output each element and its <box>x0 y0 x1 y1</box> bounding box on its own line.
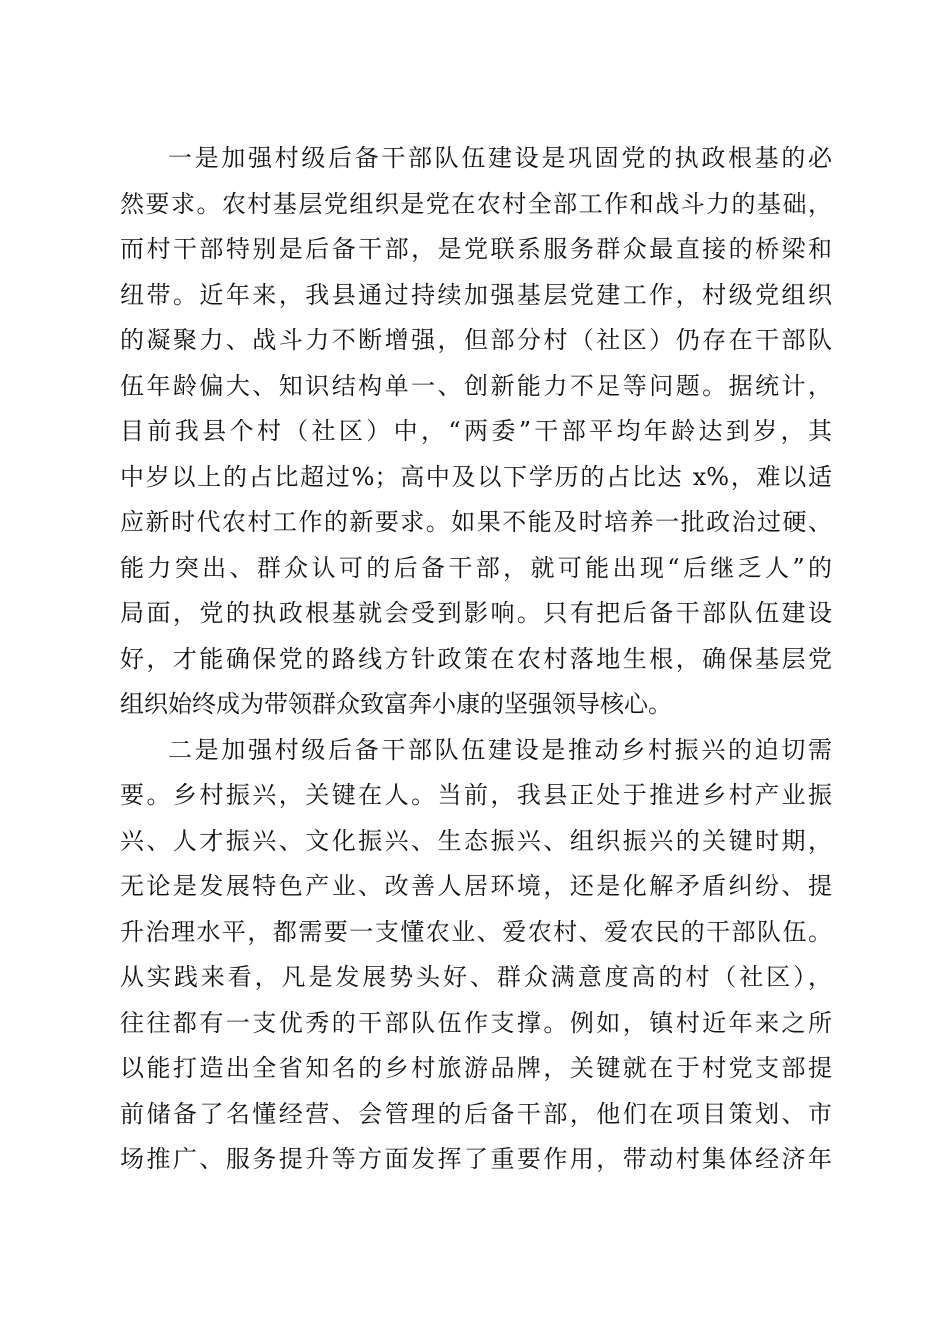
text-line: 的凝聚力、战斗力不断增强，但部分村（社区）仍存在干部队 <box>120 326 832 354</box>
paragraph-2 <box>120 728 832 1183</box>
text-line: 局面，党的执政根基就会受到影响。只有把后备干部队伍建设 <box>120 599 832 627</box>
text-line: 应新时代农村工作的新要求。如果不能及时培养一批政治过硬、 <box>120 508 832 536</box>
text-line: 场推广、服务提升等方面发挥了重要作用，带动村集体经济年 <box>120 1145 832 1173</box>
text-line: 组织始终成为带领群众致富奔小康的坚强领导核心。 <box>120 690 672 718</box>
text-line: 无论是发展特色产业、改善人居环境，还是化解矛盾纠纷、提 <box>120 872 832 900</box>
text-line: 往往都有一支优秀的干部队伍作支撑。例如，镇村近年来之所 <box>120 1008 832 1037</box>
text-line: 好，才能确保党的路线方针政策在农村落地生根，确保基层党 <box>120 644 832 673</box>
text-line: 能力突出、群众认可的后备干部，就可能出现“后继乏人”的 <box>120 553 832 582</box>
text-line: 兴、人才振兴、文化振兴、生态振兴、组织振兴的关键时期， <box>120 826 832 855</box>
text-line: 纽带。近年来，我县通过持续加强基层党建工作，村级党组织 <box>120 280 832 309</box>
text-line: 从实践来看，凡是发展势头好、群众满意度高的村（社区）， <box>120 963 832 991</box>
document-body <box>120 136 832 1183</box>
text-line: 一是加强村级后备干部队伍建设是巩固党的执政根基的必 <box>168 144 832 172</box>
text-line: 伍年龄偏大、知识结构单一、创新能力不足等问题。据统计， <box>120 371 832 400</box>
text-line: 中岁以上的占比超过%；高中及以下学历的占比达 x%，难以适 <box>120 462 832 491</box>
text-line: 要。乡村振兴，关键在人。当前，我县正处于推进乡村产业振 <box>120 781 832 809</box>
text-line: 然要求。农村基层党组织是党在农村全部工作和战斗力的基础， <box>120 189 832 218</box>
text-line: 以能打造出全省知名的乡村旅游品牌，关键就在于村党支部提 <box>120 1054 832 1082</box>
text-line: 前储备了名懂经营、会管理的后备干部，他们在项目策划、市 <box>120 1099 832 1128</box>
text-line: 目前我县个村（社区）中，“两委”干部平均年龄达到岁，其 <box>120 417 832 445</box>
text-line: 升治理水平，都需要一支懂农业、爱农村、爱农民的干部队伍。 <box>120 917 832 946</box>
text-line: 二是加强村级后备干部队伍建设是推动乡村振兴的迫切需 <box>168 735 832 764</box>
paragraph-1 <box>120 136 832 728</box>
text-line: 而村干部特别是后备干部，是党联系服务群众最直接的桥梁和 <box>120 235 832 263</box>
